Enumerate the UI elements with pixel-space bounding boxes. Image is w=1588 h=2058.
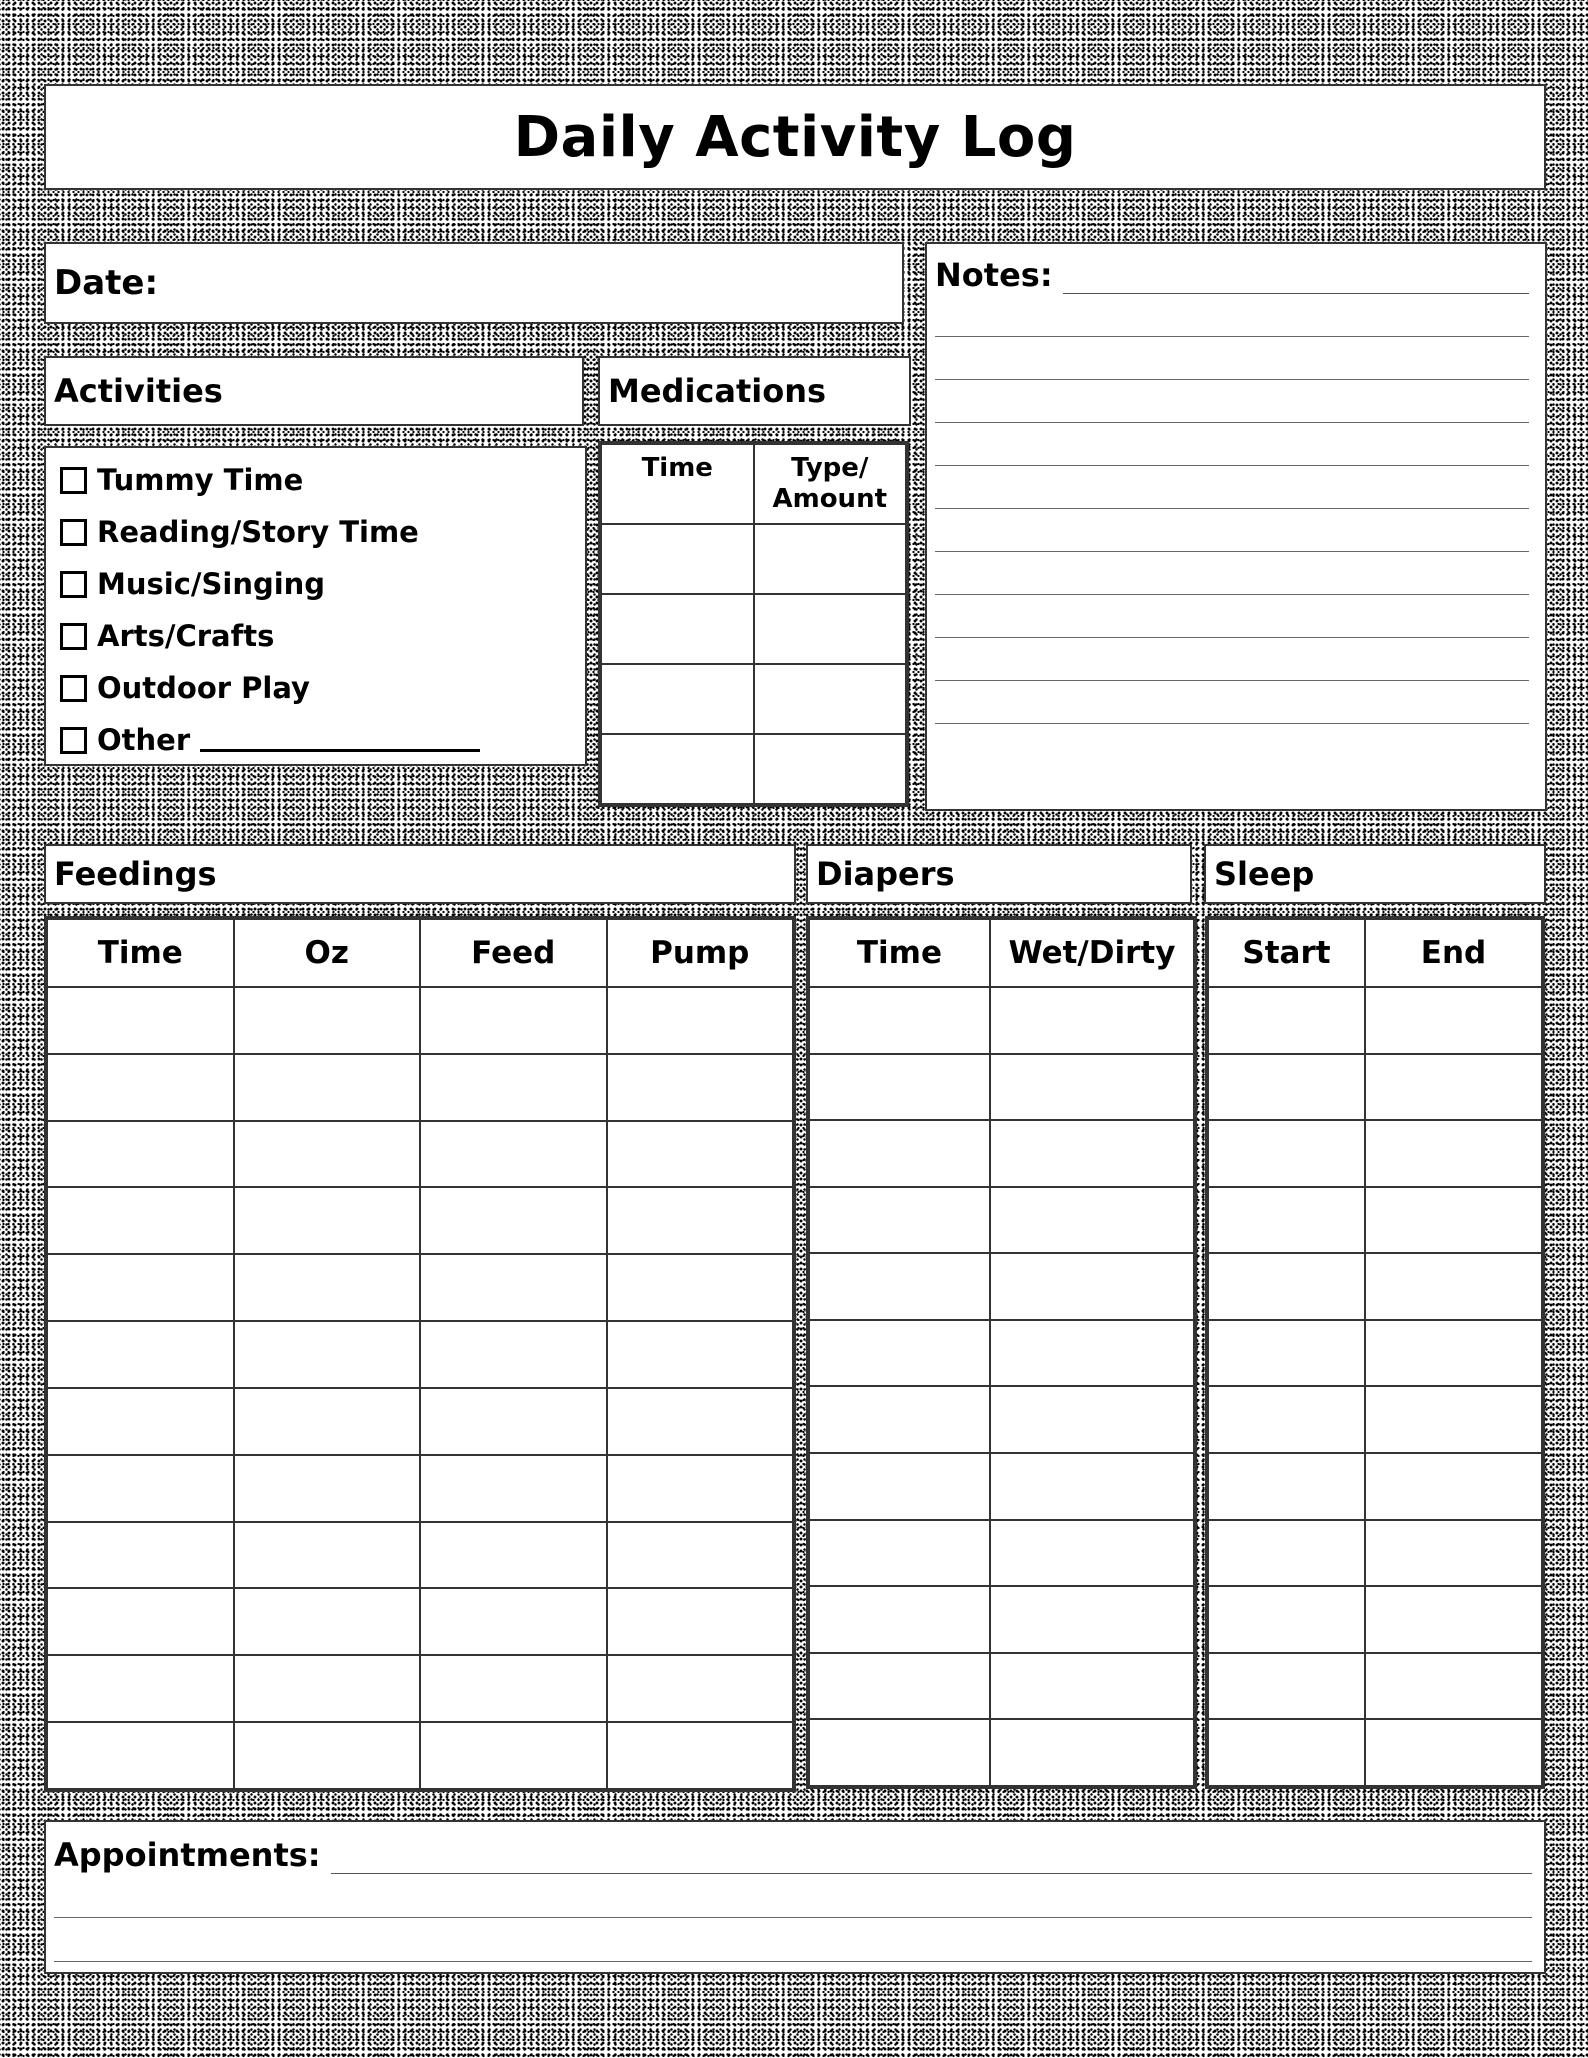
table-cell[interactable] — [990, 1054, 1194, 1121]
checkbox-icon[interactable] — [60, 623, 87, 650]
table-cell[interactable] — [47, 1321, 234, 1388]
table-row — [1208, 1586, 1542, 1653]
table-cell[interactable] — [47, 1722, 234, 1789]
table-cell[interactable] — [607, 1054, 794, 1121]
table-cell[interactable] — [1365, 1586, 1542, 1653]
table-cell[interactable] — [234, 1455, 421, 1522]
checkbox-icon[interactable] — [60, 571, 87, 598]
table-cell[interactable] — [754, 524, 907, 594]
table-cell[interactable] — [990, 1453, 1194, 1520]
activity-item[interactable] — [60, 506, 585, 558]
table-cell[interactable] — [990, 1320, 1194, 1387]
table-cell[interactable] — [234, 1121, 421, 1188]
table-cell[interactable] — [234, 1321, 421, 1388]
table-cell[interactable] — [47, 1455, 234, 1522]
table-row — [809, 1386, 1194, 1453]
activities-header-label: Activities — [54, 372, 223, 410]
page-title: Daily Activity Log — [513, 104, 1077, 170]
notes-area[interactable] — [925, 242, 1547, 811]
activity-label: Music/Singing — [97, 567, 326, 601]
table-cell[interactable] — [47, 1388, 234, 1455]
write-line[interactable] — [1063, 264, 1529, 294]
table-cell[interactable] — [809, 1653, 990, 1720]
table-cell[interactable] — [1208, 1719, 1365, 1786]
table-row — [1208, 1386, 1542, 1453]
appointments-first-line — [54, 1836, 1532, 1874]
table-cell[interactable] — [809, 1054, 990, 1121]
feedings-header — [44, 844, 796, 904]
table-row — [47, 1655, 793, 1722]
table-cell[interactable] — [990, 1586, 1194, 1653]
table-row — [1208, 1054, 1542, 1121]
activity-label: Tummy Time — [97, 463, 304, 497]
table-cell[interactable] — [607, 1388, 794, 1455]
activity-item[interactable] — [60, 662, 585, 714]
column-header: Wet/Dirty — [990, 919, 1194, 987]
table-cell[interactable] — [420, 1455, 607, 1522]
activity-item[interactable] — [60, 714, 585, 766]
table-cell[interactable] — [809, 987, 990, 1054]
activity-label: Other — [97, 723, 191, 757]
table-cell[interactable] — [234, 987, 421, 1054]
table-cell[interactable] — [607, 1655, 794, 1722]
table-row — [1208, 1653, 1542, 1720]
table-cell[interactable] — [1208, 1054, 1365, 1121]
appointments-label: Appointments: — [54, 1836, 321, 1874]
table-cell[interactable] — [234, 1388, 421, 1455]
table-cell[interactable] — [990, 1253, 1194, 1320]
column-header: Start — [1208, 919, 1365, 987]
table-cell[interactable] — [990, 1653, 1194, 1720]
checkbox-icon[interactable] — [60, 467, 87, 494]
table-cell[interactable] — [1365, 1253, 1542, 1320]
table-row — [47, 1254, 793, 1321]
table-cell[interactable] — [1208, 1386, 1365, 1453]
table-row — [601, 734, 906, 804]
appointments-lines — [54, 1874, 1532, 1962]
activity-item[interactable] — [60, 610, 585, 662]
column-header: Pump — [607, 919, 794, 987]
write-line[interactable] — [935, 466, 1529, 509]
table-row — [601, 664, 906, 734]
write-line[interactable] — [54, 1918, 1532, 1962]
diapers-header-label: Diapers — [816, 855, 955, 893]
sleep-header — [1204, 844, 1546, 904]
table-cell[interactable] — [1365, 1719, 1542, 1786]
checkbox-icon[interactable] — [60, 675, 87, 702]
table-row — [1208, 1719, 1542, 1786]
table-cell[interactable] — [420, 1187, 607, 1254]
table-cell[interactable] — [607, 1254, 794, 1321]
table-cell[interactable] — [1365, 1054, 1542, 1121]
table-cell[interactable] — [1365, 1187, 1542, 1254]
table-cell[interactable] — [234, 1722, 421, 1789]
table-cell[interactable] — [1365, 1653, 1542, 1720]
table-cell[interactable] — [809, 1120, 990, 1187]
table-cell[interactable] — [607, 1187, 794, 1254]
table-cell[interactable] — [1208, 1453, 1365, 1520]
write-line[interactable] — [935, 294, 1529, 337]
write-line[interactable] — [935, 681, 1529, 724]
notes-first-line — [935, 252, 1529, 294]
table-row — [47, 1054, 793, 1121]
table-cell[interactable] — [420, 987, 607, 1054]
table-row — [809, 1719, 1194, 1786]
medications-header-label: Medications — [608, 372, 827, 410]
table-cell[interactable] — [607, 1455, 794, 1522]
table-cell[interactable] — [420, 1522, 607, 1589]
table-cell[interactable] — [420, 1254, 607, 1321]
table-row — [47, 1722, 793, 1789]
activity-label: Arts/Crafts — [97, 619, 275, 653]
table-cell[interactable] — [234, 1655, 421, 1722]
diapers-header — [806, 844, 1192, 904]
table-cell[interactable] — [234, 1187, 421, 1254]
table-row — [809, 1253, 1194, 1320]
write-line[interactable] — [935, 337, 1529, 380]
table-row — [47, 1455, 793, 1522]
column-header: Oz — [234, 919, 421, 987]
table-cell[interactable] — [601, 734, 754, 804]
activity-label: Outdoor Play — [97, 671, 310, 705]
table-row — [1208, 1453, 1542, 1520]
table-cell[interactable] — [607, 1588, 794, 1655]
table-row — [47, 1588, 793, 1655]
table-cell[interactable] — [607, 1121, 794, 1188]
table-cell[interactable] — [47, 1121, 234, 1188]
table-cell[interactable] — [754, 594, 907, 664]
table-cell[interactable] — [754, 664, 907, 734]
write-line[interactable] — [331, 1846, 1532, 1874]
table-cell[interactable] — [47, 1187, 234, 1254]
table-cell[interactable] — [809, 1520, 990, 1587]
table-row — [1208, 1320, 1542, 1387]
appointments-area[interactable] — [44, 1820, 1546, 1974]
table-cell[interactable] — [1208, 1253, 1365, 1320]
sleep-table — [1205, 916, 1545, 1789]
activity-item[interactable] — [60, 558, 585, 610]
table-cell[interactable] — [234, 1254, 421, 1321]
write-line[interactable] — [935, 595, 1529, 638]
table-cell[interactable] — [607, 1321, 794, 1388]
table-row — [809, 1120, 1194, 1187]
table-row — [809, 1187, 1194, 1254]
activity-item[interactable] — [60, 454, 585, 506]
table-cell[interactable] — [47, 1522, 234, 1589]
table-row — [1208, 1520, 1542, 1587]
table-cell[interactable] — [420, 1121, 607, 1188]
table-cell[interactable] — [601, 524, 754, 594]
table-cell[interactable] — [234, 1522, 421, 1589]
table-cell[interactable] — [234, 1588, 421, 1655]
table-row — [809, 1586, 1194, 1653]
table-cell[interactable] — [809, 1719, 990, 1786]
table-cell[interactable] — [420, 1388, 607, 1455]
sleep-header-label: Sleep — [1214, 855, 1315, 893]
table-cell[interactable] — [1208, 1187, 1365, 1254]
write-line[interactable] — [935, 552, 1529, 595]
table-cell[interactable] — [1365, 1320, 1542, 1387]
activities-header — [44, 356, 584, 426]
table-row — [47, 1121, 793, 1188]
feedings-header-label: Feedings — [54, 855, 217, 893]
table-row — [809, 987, 1194, 1054]
table-cell[interactable] — [809, 1320, 990, 1387]
table-cell[interactable] — [420, 1655, 607, 1722]
activities-checklist — [44, 446, 587, 766]
table-row — [809, 1453, 1194, 1520]
table-row — [47, 1187, 793, 1254]
table-cell[interactable] — [754, 734, 907, 804]
table-cell[interactable] — [1208, 1520, 1365, 1587]
table-row — [1208, 1120, 1542, 1187]
column-header: Type/ Amount — [754, 444, 907, 524]
table-row — [809, 1653, 1194, 1720]
medications-header — [598, 356, 911, 426]
column-header: End — [1365, 919, 1542, 987]
table-cell[interactable] — [990, 1120, 1194, 1187]
table-cell[interactable] — [420, 1722, 607, 1789]
table-cell[interactable] — [47, 1054, 234, 1121]
table-cell[interactable] — [607, 987, 794, 1054]
table-cell[interactable] — [990, 1386, 1194, 1453]
notes-label: Notes: — [935, 256, 1053, 294]
table-cell[interactable] — [1208, 1653, 1365, 1720]
table-cell[interactable] — [1365, 1120, 1542, 1187]
table-cell[interactable] — [601, 594, 754, 664]
table-cell[interactable] — [47, 1655, 234, 1722]
diapers-table — [806, 916, 1197, 1789]
table-cell[interactable] — [809, 1253, 990, 1320]
table-cell[interactable] — [1365, 1386, 1542, 1453]
table-cell[interactable] — [1365, 1453, 1542, 1520]
column-header: Time — [809, 919, 990, 987]
table-cell[interactable] — [1208, 987, 1365, 1054]
table-row — [1208, 987, 1542, 1054]
activity-label: Reading/Story Time — [97, 515, 419, 549]
table-cell[interactable] — [1208, 1120, 1365, 1187]
table-cell[interactable] — [234, 1054, 421, 1121]
table-row — [47, 1321, 793, 1388]
column-header: Feed — [420, 919, 607, 987]
column-header: Time — [601, 444, 754, 524]
table-cell[interactable] — [809, 1386, 990, 1453]
table-cell[interactable] — [1208, 1320, 1365, 1387]
table-cell[interactable] — [607, 1722, 794, 1789]
table-row — [1208, 1187, 1542, 1254]
table-row — [47, 1388, 793, 1455]
checkbox-icon[interactable] — [60, 519, 87, 546]
table-cell[interactable] — [809, 1586, 990, 1653]
date-label: Date: — [54, 263, 159, 303]
table-row — [601, 524, 906, 594]
write-line[interactable] — [935, 423, 1529, 466]
table-cell[interactable] — [47, 1588, 234, 1655]
table-cell[interactable] — [990, 987, 1194, 1054]
table-cell[interactable] — [607, 1522, 794, 1589]
table-cell[interactable] — [601, 664, 754, 734]
title-box — [44, 84, 1546, 190]
feedings-table — [44, 916, 796, 1792]
write-line[interactable] — [935, 509, 1529, 552]
column-header: Time — [47, 919, 234, 987]
table-cell[interactable] — [809, 1453, 990, 1520]
table-row — [809, 1520, 1194, 1587]
table-row — [47, 987, 793, 1054]
table-cell[interactable] — [990, 1719, 1194, 1786]
medications-table — [598, 441, 909, 807]
date-field[interactable] — [44, 242, 904, 324]
table-cell[interactable] — [990, 1520, 1194, 1587]
table-cell[interactable] — [990, 1187, 1194, 1254]
table-row — [809, 1320, 1194, 1387]
write-line[interactable] — [54, 1874, 1532, 1918]
table-cell[interactable] — [1365, 1520, 1542, 1587]
table-row — [1208, 1253, 1542, 1320]
table-cell[interactable] — [1208, 1586, 1365, 1653]
write-line[interactable] — [935, 380, 1529, 423]
table-cell[interactable] — [420, 1588, 607, 1655]
table-cell[interactable] — [420, 1054, 607, 1121]
notes-lines — [935, 294, 1529, 724]
table-cell[interactable] — [47, 987, 234, 1054]
table-row — [47, 1522, 793, 1589]
table-cell[interactable] — [420, 1321, 607, 1388]
table-cell[interactable] — [1365, 987, 1542, 1054]
write-line[interactable] — [935, 638, 1529, 681]
table-row — [601, 594, 906, 664]
other-write-in-line[interactable] — [200, 728, 480, 752]
table-cell[interactable] — [809, 1187, 990, 1254]
table-cell[interactable] — [47, 1254, 234, 1321]
checkbox-icon[interactable] — [60, 727, 87, 754]
table-row — [809, 1054, 1194, 1121]
